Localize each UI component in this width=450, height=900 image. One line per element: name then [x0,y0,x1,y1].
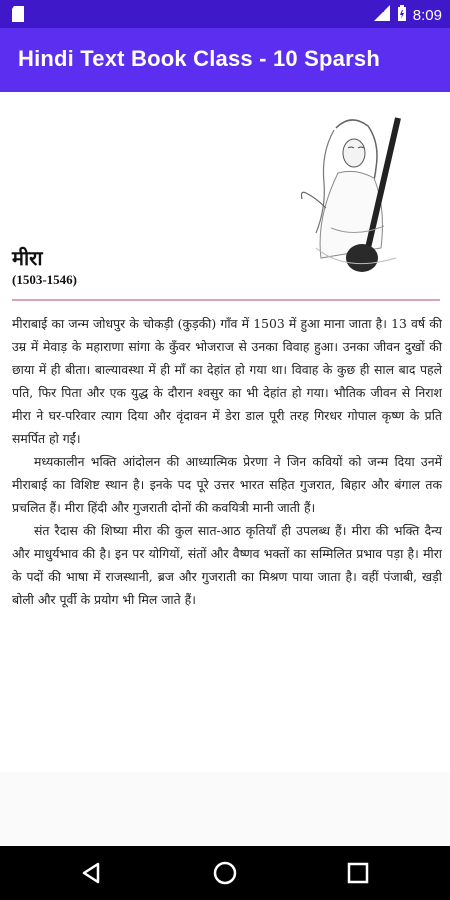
poet-years: (1503-1546) [12,272,77,287]
recents-icon[interactable] [344,859,372,887]
bio-paragraph: मीराबाई का जन्म जोधपुर के चोकड़ी (कुड़की) गाँव में 1503 में हुआ माना जाता है। 13 वर्ष की उम्र में मेवाड़ के महाराणा सांगा के कुँवर भोजराज से उनका विवाह हुआ। उनका जीवन दुखों की छाया में ही बीता। बाल्यावस्था में ही माँ का देहांत हो गया था। विवाह के कुछ ही साल बाद पहले पति, फिर पिता और एक युद्ध के दौरान श्वसुर का भी देहांत हो गया। भौतिक जीवन से निराश मीरा ने घर-परिवार त्याग दिया और वृंदावन में डेरा डाल पूरी तरह गिरधर गोपाल कृष्ण के प्रति समर्पित हो गईं। [12,316,442,446]
network-label: LTE [373,8,385,14]
content-page [0,92,450,772]
bio-paragraph: मध्यकालीन भक्ति आंदोलन की आध्यात्मिक प्रेरणा ने जिन कवियों को जन्म दिया उनमें मीराबाई का विशिष्ट स्थान है। इनके पद पूरे उत्तर भारत सहित गुजरात, बिहार और बंगाल तक प्रचलित हैं। मीरा हिंदी और गुजराती दोनों की कवयित्री मानी जाती हैं। [12,454,442,515]
bio-paragraph: संत रैदास की शिष्या मीरा की कुल सात-आठ कृतियाँ ही उपलब्ध हैं। मीरा की भक्ति दैन्य और माधुर्यभाव की है। इन पर योगियों, संतों और वैष्णव भक्तों का सम्मिलित प्रभाव पड़ा है। मीरा के पदों की भाषा में राजस्थानी, ब्रज और गुजराती का मिश्रण पाया जाता है। वहीं पंजाबी, खड़ी बोली और पूर्वी के प्रयोग भी मिल जाते हैं। [12,523,442,607]
meera-illustration [276,108,436,278]
app-bar [0,28,450,92]
status-icons [373,4,442,26]
sd-card-icon [10,5,28,23]
poet-biography [12,312,442,611]
signal-icon [373,4,391,26]
status-time: 8:09 [412,6,442,24]
poet-name: मीरा [12,246,43,270]
home-icon[interactable] [211,859,239,887]
battery-icon [397,4,407,26]
app-title: Hindi Text Book Class - 10 Sparsh [18,46,380,71]
status-bar [0,0,450,28]
back-icon[interactable] [78,859,106,887]
navigation-bar [0,846,450,900]
empty-area [0,772,450,846]
divider [12,299,440,301]
